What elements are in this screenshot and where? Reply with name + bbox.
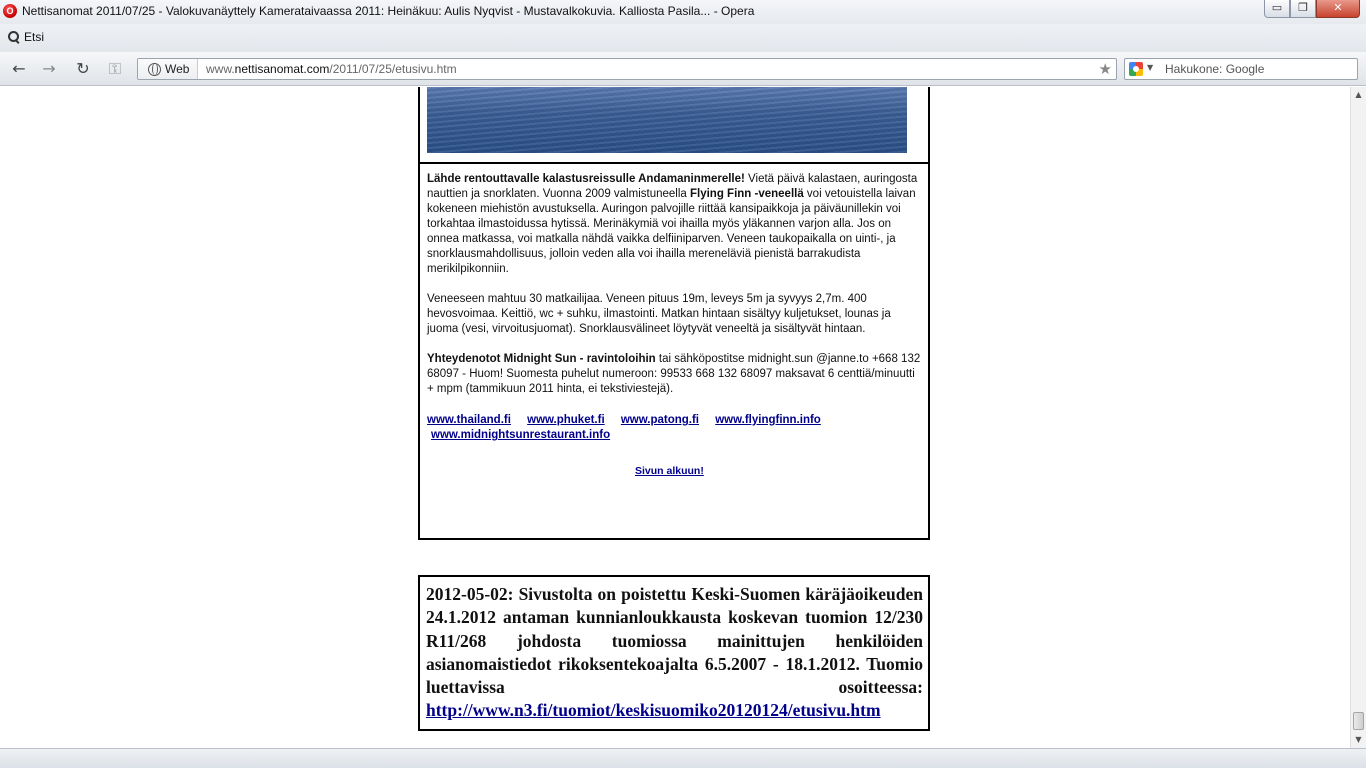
back-to-top-link[interactable]: Sivun alkuun! <box>635 465 704 477</box>
link-thailand[interactable]: www.thailand.fi <box>427 414 511 426</box>
find-button[interactable] <box>8 30 44 44</box>
paragraph-3 <box>427 352 924 397</box>
headline: Lähde rentouttavalle kalastusreissulle Andamaninmerelle! <box>427 173 745 185</box>
scroll-up-arrow-icon[interactable]: ▲ <box>1355 90 1362 99</box>
link-patong[interactable]: www.patong.fi <box>620 414 700 426</box>
back-button[interactable]: ← <box>12 59 26 78</box>
opera-logo-icon[interactable]: O <box>3 4 17 18</box>
page-viewport <box>0 87 1350 748</box>
address-bar[interactable] <box>137 58 1117 80</box>
sea-photo <box>427 87 907 153</box>
url-prefix: www. <box>206 62 235 76</box>
navigation-bar <box>0 52 1366 86</box>
notice-text <box>426 583 923 723</box>
google-icon[interactable] <box>1129 62 1143 76</box>
vertical-scrollbar[interactable] <box>1350 87 1366 748</box>
maximize-button[interactable]: ❐ <box>1290 0 1316 18</box>
wand-key-icon[interactable]: ⚿ <box>108 59 122 78</box>
notice-body: 2012-05-02: Sivustolta on poistettu Keski-Suomen käräjäoikeuden 24.1.2012 antaman kunnianloukkausta koskevan tuomion 12/230 R11/268 johdosta tuomiossa mainittujen henkilöiden asianomaistiedot rikoksentekoajalta 6.5.2007 - 18.1.2012. Tuomio luettavissa osoitteessa: <box>426 584 923 698</box>
reload-button[interactable]: ↻ <box>76 59 90 78</box>
search-strip <box>0 24 1366 52</box>
close-button[interactable]: ✕ <box>1316 0 1360 18</box>
url-path: /2011/07/25/etusivu.htm <box>329 62 457 76</box>
search-input[interactable]: Hakukone: Google <box>1165 62 1265 76</box>
web-label: Web <box>165 62 190 76</box>
window-controls <box>1264 0 1360 18</box>
link-phuket[interactable]: www.phuket.fi <box>527 414 605 426</box>
search-engine-box[interactable] <box>1124 58 1358 80</box>
url-text[interactable] <box>206 62 457 76</box>
bookmark-star-icon[interactable]: ★ <box>1098 60 1112 78</box>
title-bar <box>0 0 1366 24</box>
url-domain: nettisanomat.com <box>234 62 330 76</box>
link-flyingfinn[interactable]: www.flyingfinn.info <box>715 414 821 426</box>
window-title: Nettisanomat 2011/07/25 - Valokuvanäyttely Kamerataivaassa 2011: Heinäkuu: Aulis Nyqvist - Mustavalkokuvia. Kalliosta Pasila... - Opera <box>22 4 755 18</box>
minimize-button[interactable]: ▭ <box>1264 0 1290 18</box>
scroll-down-arrow-icon[interactable]: ▼ <box>1355 735 1362 744</box>
link-midnightsun[interactable]: www.midnightsunrestaurant.info <box>431 429 611 441</box>
verdict-link[interactable]: http://www.n3.fi/tuomiot/keskisuomiko20120124/etusivu.htm <box>426 700 881 721</box>
find-label: Etsi <box>24 30 45 44</box>
search-icon <box>8 31 20 43</box>
contact-text: tai sähköpostitse midnight.sun @janne.to +668 132 68097 - Huom! Suomesta puhelut numeroon: 99533 668 132 68097 maksavat 6 centtiä/minuutti + mpm (tammikuun 2011 hinta, ei tekstiviestejä). <box>427 353 921 395</box>
paragraph-1-b: voi vetouistella laivan kokeneen miehistön avustuksella. Auringon palvojille riittää kansipaikkoja ja päiväunillekin voi torkahtaa ilmastoidussa hytissä. Merinäkymiä voi ihailla myös yläkannen varjon alla. Jos on onnea matkassa, voi matkalla nähdä vaikka delfiiniparven. Veneen taukopaikalla on uinti-, ja snorklausmahdollisuus, jolloin veden alla voi ihailla mereneläviä pienistä barrakudista merikilpikonniin. <box>427 188 916 275</box>
paragraph-2: Veneeseen mahtuu 30 matkailijaa. Veneen pituus 19m, leveys 5m ja syvyys 2,7m. 400 hevosvoimaa. Keittiö, wc + suhku, ilmastointi. Matkan hintaan sisältyy kuljetukset, lounas ja juoma (vesi, virvoitusjuomat). Snorklausvälineet löytyvät veneeltä ja sisältyvät hintaan. <box>427 293 891 335</box>
boat-name: Flying Finn -veneellä <box>689 188 804 200</box>
article-text <box>427 172 924 412</box>
scroll-thumb[interactable] <box>1353 712 1364 730</box>
forward-button[interactable]: → <box>42 59 56 78</box>
paragraph-1-a: Vietä päivä kalastaen, auringosta nauttien ja snorklaten. Vuonna 2009 valmistuneella <box>427 173 918 200</box>
paragraph-1 <box>427 172 924 277</box>
link-list <box>427 413 924 443</box>
divider <box>420 162 928 164</box>
site-info-button[interactable] <box>138 59 198 79</box>
globe-icon <box>148 63 161 76</box>
chevron-down-icon[interactable]: ▼ <box>1147 63 1154 72</box>
contact-heading: Yhteydenotot Midnight Sun - ravintoloihin <box>427 353 656 365</box>
status-bar <box>0 748 1366 768</box>
